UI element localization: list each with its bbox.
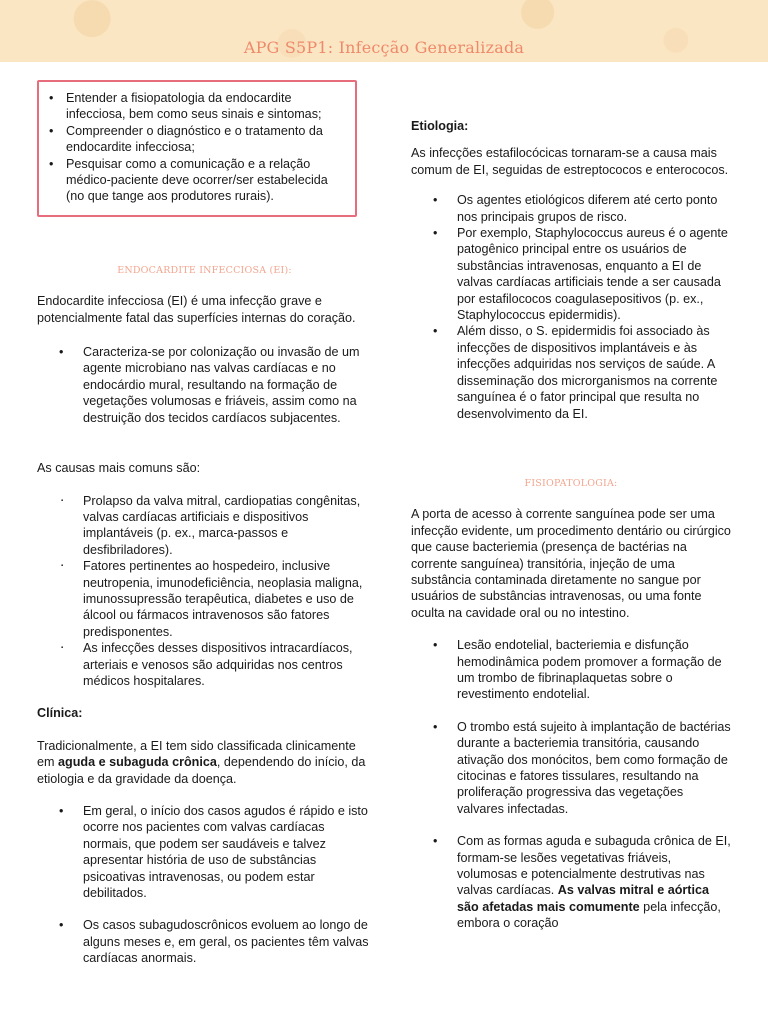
objectives-list (45, 90, 345, 205)
endocardite-intro: Endocardite infecciosa (EI) é uma infecção grave e potencialmente fatal das superfícies internas do coração. (37, 294, 356, 325)
list-item: • O trombo está sujeito à implantação de bactérias durante a bacteriemia transitória, causando ativação dos monócitos, bem como formação de citocinas e fatores tissulares, resultando na proliferação progressiva das vegetações valvares infectadas. (411, 719, 731, 817)
list-item: • Lesão endotelial, bacteriemia e disfunção hemodinâmica podem promover a formação de um trombo de fibrinaplaquetas sobre o revestimento endotelial. (411, 637, 731, 703)
list-item: • Em geral, o início dos casos agudos é rápido e isto ocorre nos pacientes com valvas cardíacas normais, que podem ser saudáveis e talvez apresentar história de uso de substâncias psicoativas intravenosas, ou podem estar debilitados. (37, 803, 372, 901)
list-item: • Os agentes etiológicos diferem até certo ponto nos principais grupos de risco. (411, 192, 731, 225)
etiologia-intro: As infecções estafilocócicas tornaram-se a causa mais comum de EI, seguidas de estreptococos e enterococos. (411, 146, 729, 177)
clinica-intro-text-end: , dependendo do início, da etiologia e da gravidade da doença. (37, 755, 366, 786)
clinica-intro-bold: aguda e subaguda crônica (58, 755, 217, 770)
list-item: • Por exemplo, Staphylococcus aureus é o agente patogênico principal entre os usuários de substâncias intravenosas, enquanto a EI de valvas cardíacas artificiais tende a ser causada por estafilococos coagulasepositivos (p. ex., Staphylococcus epidermidis). (411, 225, 731, 323)
causes-list (37, 493, 372, 690)
section-label-endocardite: ENDOCARDITE INFECCIOSA (EI): (117, 264, 292, 276)
fisiopatologia-intro: A porta de acesso à corrente sanguínea pode ser uma infecção evidente, um procedimento dentário ou cirúrgico que cause bacteriemia (presença de bactérias na corrente sanguínea) transitória, injeção de uma substância contaminada diretamente no sangue por usuários de substâncias intravenosas, ou uma fonte oculta na cavidade oral ou no intestino. (411, 507, 731, 620)
causes-intro: As causas mais comuns são: (37, 461, 201, 476)
list-item: ▪ Prolapso da valva mitral, cardiopatias congênitas, valvas cardíacas artificiais e dispositivos implantáveis (p. ex., marca-passos e desfibriladores). (37, 493, 372, 559)
right-column (411, 118, 731, 948)
list-item-bold: As valvas mitral e aórtica são afetadas mais comumente (457, 883, 710, 914)
list-item: • Os casos subagudoscrônicos evoluem ao longo de alguns meses e, em geral, os pacientes têm valvas cardíacas anormais. (37, 917, 372, 966)
etiologia-heading: Etiologia: (411, 119, 469, 133)
list-item (411, 833, 731, 931)
list-item-text-end: pela infecção, embora o coração (457, 899, 721, 931)
left-column (37, 80, 372, 983)
clinica-heading: Clínica: (37, 706, 83, 721)
list-item: ▪ Fatores pertinentes ao hospedeiro, inclusive neutropenia, imunodeficiência, neoplasia maligna, imunossupressão terapêutica, diabetes e uso de álcool ou fármacos intravenosos são fatores predisponentes. (37, 558, 372, 640)
etiologia-bullets (411, 192, 731, 422)
endocardite-bullets (37, 344, 372, 426)
objective-item: • Pesquisar como a comunicação e a relação médico-paciente deve ocorrer/ser estabelecida (no que tange aos produtores rurais). (45, 156, 345, 205)
list-item-text: Com as formas aguda e subaguda crônica de EI, formam-se lesões vegetativas friáveis, volumosas e potencialmente destrutivas nas valvas cardíacas. (457, 834, 731, 898)
objective-item: • Entender a fisiopatologia da endocardite infecciosa, bem como seus sinais e sintomas; (45, 90, 345, 123)
list-item: • Caracteriza-se por colonização ou invasão de um agente microbiano nas valvas cardíacas e no endocárdio mural, resultando na formação de vegetações volumosas e friáveis, assim como na destruição dos tecidos cardíacos subjacentes. (37, 344, 372, 426)
page-title: APG S5P1: Infecção Generalizada (243, 38, 525, 57)
objectives-box (37, 80, 357, 217)
list-item: • Além disso, o S. epidermidis foi associado às infecções de dispositivos implantáveis e às infecções adquiridas nos serviços de saúde. A disseminação dos microrganismos na corrente sanguínea é o fator principal que resulta no desenvolvimento da EI. (411, 323, 731, 421)
clinica-intro-text: Tradicionalmente, a EI tem sido classificada clinicamente em (37, 738, 356, 770)
clinica-bullets (37, 803, 372, 967)
objective-item: • Compreender o diagnóstico e o tratamento da endocardite infecciosa; (45, 123, 345, 156)
clinica-intro (37, 738, 372, 787)
fisiopatologia-bullets (411, 637, 731, 932)
section-label-fisiopatologia: FISIOPATOLOGIA: (524, 477, 618, 489)
list-item: ▪ As infecções desses dispositivos intracardíacos, arteriais e venosos são adquiridas nos centros médicos hospitalares. (37, 640, 372, 689)
